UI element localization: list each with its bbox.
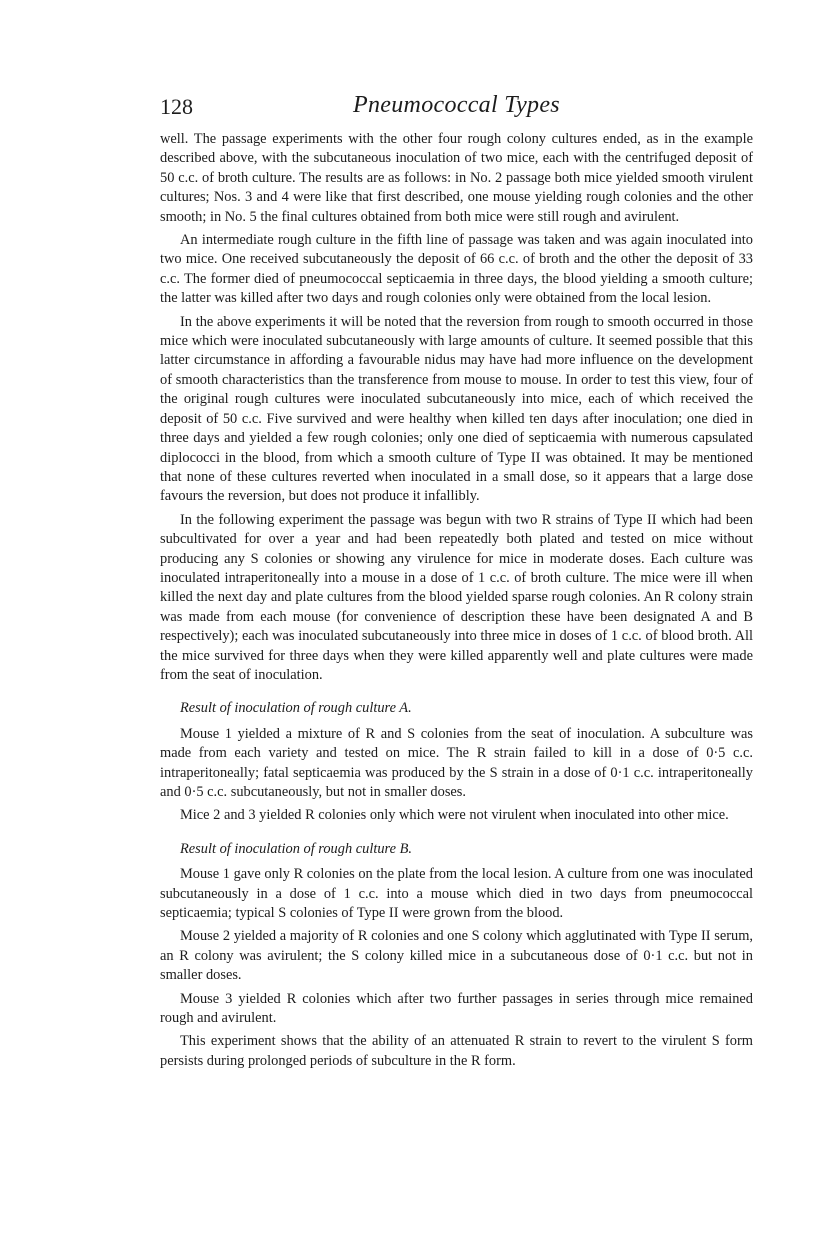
paragraph: Mouse 1 yielded a mixture of R and S colonies from the seat of inoculation. A subculture was made from each variety and tested on mice. The R strain failed to kill in a dose of 0·5 c.c. intraperitoneally; fatal septicaemia was produced by the S strain in a dose of 0·1 c.c. intraperitoneally and 0·5 c.c. subcutaneously, but not in smaller doses. bbox=[160, 725, 753, 800]
page-header bbox=[160, 92, 753, 130]
paragraph: In the following experiment the passage was begun with two R strains of Type II which had been subcultivated for over a year and had been repeatedly both plated and tested on mice without producing any S colonies or showing any virulence for mice in moderate doses. Each culture was inoculated intraperitoneally into a mouse in a dose of 1 c.c. of broth culture. The mice were ill when killed the next day and plate cultures from the blood yielded sparse rough colonies. An R colony strain was made from each mouse (for convenience of description these have been designated A and B respectively); each was inoculated subcutaneously into three mice in doses of 1 c.c. of blood broth. All the mice survived for three days when they were killed apparently well and plate cultures were made from the seat of inoculation. bbox=[160, 511, 753, 683]
paragraph: This experiment shows that the ability of an attenuated R strain to revert to the virulent S form persists during prolonged periods of subculture in the R form. bbox=[160, 1033, 753, 1069]
paragraph: Mouse 1 gave only R colonies on the plate from the local lesion. A culture from one was inoculated subcutaneously in a dose of 1 c.c. into a mouse which died in two days from pneumococcal septicaemia; typical S colonies of Type II were grown from the blood. bbox=[160, 866, 753, 922]
paragraph-continued: well. The passage experiments with the other four rough colony cultures ended, as in the example described above, with the subcutaneous inoculation of two mice, each with the centrifuged deposit of 50 c.c. of broth culture. The results are as follows: in No. 2 passage both mice yielded smooth virulent cultures; Nos. 3 and 4 were like that first described, one mouse yielding rough colonies and the other smooth; in No. 5 the final cultures obtained from both mice were still rough and avirulent. bbox=[160, 131, 753, 225]
journal-page bbox=[160, 92, 753, 1075]
paragraph: Mouse 3 yielded R colonies which after two further passages in series through mice remained rough and avirulent. bbox=[160, 990, 753, 1027]
paragraph: Mouse 2 yielded a majority of R colonies and one S colony which agglutinated with Type II serum, an R colony was avirulent; the S colony killed mice in a subcutaneous dose of 0·1 c.c. but not in smaller doses. bbox=[160, 928, 753, 984]
paragraph: An intermediate rough culture in the fifth line of passage was taken and was again inoculated into two mice. One received subcutaneously the deposit of 66 c.c. of broth and the other the deposit of 33 c.c. The former died of pneumococcal septicaemia in three days, the blood yielding a smooth culture; the latter was killed after two days and rough colonies only were obtained from the local lesion. bbox=[160, 232, 753, 307]
section-heading-culture-b: Result of inoculation of rough culture B. bbox=[180, 840, 412, 857]
paragraph: In the above experiments it will be noted that the reversion from rough to smooth occurred in those mice which were inoculated subcutaneously with large amounts of culture. It seemed possible that this latter circumstance in affording a favourable nidus may have had more influence on the development of smooth characteristics than the transference from mouse to mouse. In order to test this view, four of the original rough cultures were inoculated subcutaneously into mice, each of which received the deposit of 50 c.c. Five survived and were healthy when killed ten days after inoculation; one died in three days and yielded a few rough colonies; only one died of septicaemia with numerous capsulated diplococci in the blood, from which a smooth culture of Type II was obtained. It may be mentioned that none of these cultures reverted when inoculated in a small dose, so it appears that a large dose favours the reversion, but does not produce it infallibly. bbox=[160, 313, 753, 505]
running-title: Pneumococcal Types bbox=[353, 92, 560, 118]
section-heading-culture-a: Result of inoculation of rough culture A. bbox=[180, 700, 412, 717]
page-number: 128 bbox=[160, 94, 193, 119]
paragraph: Mice 2 and 3 yielded R colonies only which were not virulent when inoculated into other mice. bbox=[180, 807, 729, 824]
